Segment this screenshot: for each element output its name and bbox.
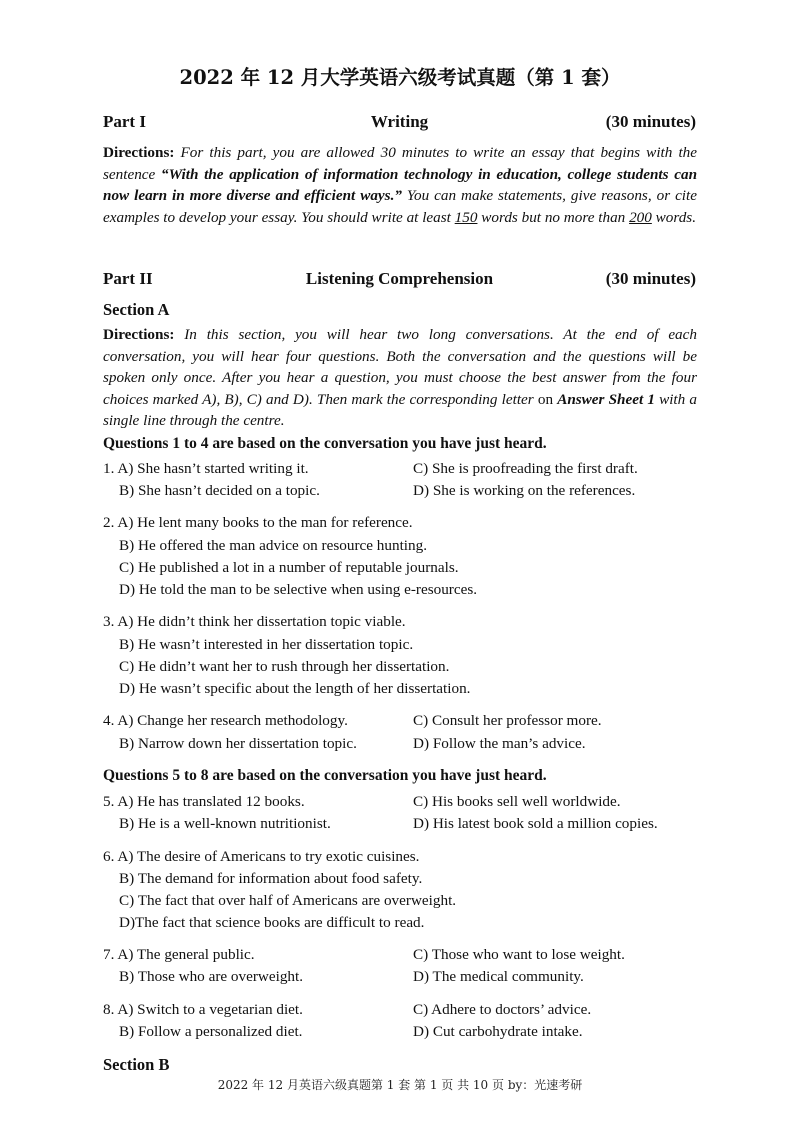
question-6-option-b: B) The demand for information about food safety. (119, 870, 423, 887)
question-5-option-d: D) His latest book sold a million copies. (413, 815, 658, 832)
question-4-option-b: B) Narrow down her dissertation topic. (119, 735, 357, 752)
question-2-option-d: D) He told the man to be selective when using e-resources. (119, 581, 478, 598)
part-name: Writing (370, 112, 429, 131)
directions-text: with a single line through the centre. (103, 390, 697, 430)
question-8-option-b: B) Follow a personalized diet. (119, 1023, 303, 1040)
question-1-option-d: D) She is working on the references. (413, 482, 636, 499)
question-number: 7. (103, 946, 115, 963)
answer-sheet-reference: Answer Sheet 1 (557, 390, 655, 408)
question-7-option-c: C) Those who want to lose weight. (413, 946, 625, 963)
listening-directions (103, 324, 697, 432)
question-4-option-a (103, 712, 348, 730)
question-4-option-d: D) Follow the man’s advice. (413, 735, 586, 752)
option-text: A) The general public. (117, 946, 255, 963)
part-1-header (103, 112, 696, 134)
option-text: A) He didn’t think her dissertation topic viable. (117, 613, 406, 630)
directions-text: words but no more than (477, 208, 630, 226)
question-group-heading: Questions 1 to 4 are based on the conversation you have just heard. (103, 435, 547, 452)
question-8-option-a (103, 1001, 303, 1019)
question-5-option-c: C) His books sell well worldwide. (413, 793, 621, 810)
question-3-option-a (103, 613, 406, 631)
question-3-option-d: D) He wasn’t specific about the length of her dissertation. (119, 680, 471, 697)
part-name: Listening Comprehension (305, 269, 494, 288)
directions-label: Directions: (103, 326, 175, 343)
question-2-option-b: B) He offered the man advice on resource hunting. (119, 537, 427, 554)
question-8-option-d: D) Cut carbohydrate intake. (413, 1023, 583, 1040)
option-text: A) Change her research methodology. (117, 712, 348, 729)
writing-directions (103, 142, 697, 228)
directions-label: Directions: (103, 144, 175, 161)
directions-text: For this part, you are allowed 30 minutes to write an essay that begins with the sentence (103, 144, 697, 183)
question-4-option-c: C) Consult her professor more. (413, 712, 602, 729)
min-word-count: 150 (454, 208, 478, 226)
part-time: (30 minutes) (605, 112, 696, 131)
directions-text: You can make statements, give reasons, or cite examples to develop your essay. You should write at least (103, 187, 697, 226)
question-1-option-a (103, 460, 309, 478)
part-time: (30 minutes) (605, 269, 696, 288)
question-2-option-a (103, 514, 413, 532)
max-word-count: 200 (629, 208, 652, 226)
question-3-option-c: C) He didn’t want her to rush through her dissertation. (119, 658, 450, 675)
page-footer: 2022 年 12 月英语六级真题第 1 套 第 1 页 共 10 页 by：光速考研 (217, 1078, 583, 1092)
essay-prompt-sentence: “With the application of information technology in education, college students can now learn in more diverse and efficient ways.” (103, 165, 698, 205)
question-number: 6. (103, 848, 115, 865)
part-label: Part I (103, 112, 146, 131)
directions-text: In this section, you will hear two long conversations. At the end of each conversation, you will hear four questions. Both the conversation and the questions will be spoken only once. After you hear a question, you must choose the best answer from the four choices marked A), B), C) and D). Then mark the corresponding letter (103, 326, 697, 408)
directions-text: words. (651, 208, 697, 226)
option-text: A) The desire of Americans to try exotic cuisines. (117, 848, 420, 865)
question-number: 4. (103, 712, 115, 729)
question-6-option-c: C) The fact that over half of Americans are overweight. (119, 892, 457, 909)
question-3-option-b: B) He wasn’t interested in her dissertation topic. (119, 636, 414, 653)
part-label: Part II (103, 269, 153, 288)
question-7-option-b: B) Those who are overweight. (119, 968, 304, 985)
section-b-heading: Section B (103, 1055, 170, 1074)
question-number: 5. (103, 793, 115, 810)
option-text: A) He has translated 12 books. (117, 793, 305, 810)
question-5-option-b: B) He is a well-known nutritionist. (119, 815, 331, 832)
option-text: A) Switch to a vegetarian diet. (117, 1001, 303, 1018)
part-2-header (103, 269, 696, 291)
document-title: 2022 年 12 月大学英语六级考试真题（第 1 套） (179, 66, 621, 89)
question-1-option-b: B) She hasn’t decided on a topic. (119, 482, 320, 499)
question-6-option-a (103, 848, 419, 866)
question-5-option-a (103, 793, 305, 811)
question-7-option-a (103, 946, 255, 964)
question-8-option-c: C) Adhere to doctors’ advice. (413, 1001, 592, 1018)
question-number: 3. (103, 613, 115, 630)
directions-text: on (537, 390, 558, 408)
option-text: A) He lent many books to the man for reference. (117, 514, 413, 531)
section-a-heading: Section A (103, 300, 170, 319)
question-1-option-c: C) She is proofreading the first draft. (413, 460, 638, 477)
question-number: 8. (103, 1001, 115, 1018)
question-group-heading: Questions 5 to 8 are based on the conversation you have just heard. (103, 767, 547, 784)
question-2-option-c: C) He published a lot in a number of reputable journals. (119, 559, 459, 576)
option-text: A) She hasn’t started writing it. (117, 460, 309, 477)
question-number: 1. (103, 460, 115, 477)
question-6-option-d: D)The fact that science books are difficult to read. (119, 914, 425, 931)
question-number: 2. (103, 514, 115, 531)
question-7-option-d: D) The medical community. (413, 968, 584, 985)
